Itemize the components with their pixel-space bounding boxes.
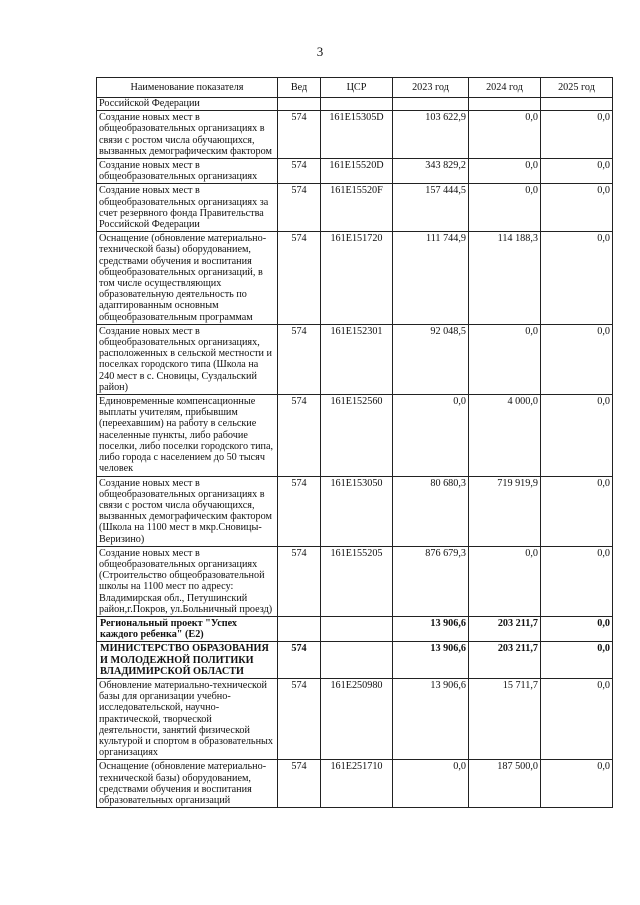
row-value-2024: 203 211,7 <box>469 616 541 641</box>
row-csr <box>321 98 393 111</box>
row-value-2023: 13 906,6 <box>393 678 469 759</box>
row-indicator-name: Региональный проект "Успех каждого ребенка" (Е2) <box>97 616 278 641</box>
row-value-2025: 0,0 <box>541 324 613 394</box>
table-header-row <box>97 78 613 98</box>
row-ved: 574 <box>278 678 321 759</box>
row-csr: 161E152301 <box>321 324 393 394</box>
row-value-2025: 0,0 <box>541 111 613 159</box>
table-row <box>97 232 613 325</box>
row-indicator-name: Создание новых мест в общеобразовательных организациях в связи с ростом числа обучающихся, вызванных демографическим фактором <box>97 111 278 159</box>
row-csr: 161E15305D <box>321 111 393 159</box>
table-row <box>97 111 613 159</box>
header-csr: ЦСР <box>321 78 393 98</box>
table-row <box>97 476 613 546</box>
row-value-2025: 0,0 <box>541 760 613 808</box>
row-value-2024: 114 188,3 <box>469 232 541 325</box>
row-value-2025: 0,0 <box>541 159 613 184</box>
row-indicator-name: Оснащение (обновление материально-технической базы) оборудованием, средствами обучения и воспитания общеобразовательных организаций, в том числе осуществляющих образовательную деятельность по адаптированным основным общеобразовательным программам <box>97 232 278 325</box>
row-value-2023: 80 680,3 <box>393 476 469 546</box>
row-csr: 161E153050 <box>321 476 393 546</box>
row-indicator-name: МИНИСТЕРСТВО ОБРАЗОВАНИЯ И МОЛОДЕЖНОЙ ПОЛИТИКИ ВЛАДИМИРСКОЙ ОБЛАСТИ <box>97 642 278 679</box>
row-value-2025: 0,0 <box>541 232 613 325</box>
row-value-2023: 157 444,5 <box>393 184 469 232</box>
row-csr: 161E250980 <box>321 678 393 759</box>
header-year-2024: 2024 год <box>469 78 541 98</box>
row-ved: 574 <box>278 642 321 679</box>
row-value-2023: 13 906,6 <box>393 616 469 641</box>
row-value-2023: 0,0 <box>393 760 469 808</box>
row-ved: 574 <box>278 476 321 546</box>
row-value-2025: 0,0 <box>541 616 613 641</box>
row-value-2024: 4 000,0 <box>469 395 541 476</box>
table-row <box>97 184 613 232</box>
row-value-2024 <box>469 98 541 111</box>
table-row <box>97 678 613 759</box>
table-body <box>97 98 613 808</box>
row-value-2023: 343 829,2 <box>393 159 469 184</box>
row-value-2024: 0,0 <box>469 546 541 616</box>
row-value-2023: 92 048,5 <box>393 324 469 394</box>
table-row <box>97 546 613 616</box>
row-indicator-name: Создание новых мест в общеобразовательных организациях (Строительство общеобразовательной школы на 1100 мест по адресу: Владимирская обл., Петушинский район,г.Покров, ул.Больничный проезд) <box>97 546 278 616</box>
header-ved: Вед <box>278 78 321 98</box>
row-indicator-name: Российской Федерации <box>97 98 278 111</box>
row-value-2023 <box>393 98 469 111</box>
row-indicator-name: Обновление материально-технической базы для организации учебно-исследовательской, научно-практической, творческой деятельности, занятий физической культурой и спортом в образовательных организациях <box>97 678 278 759</box>
row-value-2024: 15 711,7 <box>469 678 541 759</box>
table-row <box>97 324 613 394</box>
header-year-2025: 2025 год <box>541 78 613 98</box>
row-ved: 574 <box>278 760 321 808</box>
row-indicator-name: Единовременные компенсационные выплаты учителям, прибывшим (переехавшим) на работу в сельские населенные пункты, либо рабочие поселки, либо поселки городского типа, либо города с населением до 50 тысяч человек <box>97 395 278 476</box>
row-value-2023: 13 906,6 <box>393 642 469 679</box>
row-ved: 574 <box>278 184 321 232</box>
row-value-2024: 187 500,0 <box>469 760 541 808</box>
row-value-2025: 0,0 <box>541 546 613 616</box>
row-value-2024: 0,0 <box>469 111 541 159</box>
row-ved: 574 <box>278 159 321 184</box>
header-year-2023: 2023 год <box>393 78 469 98</box>
row-value-2024: 719 919,9 <box>469 476 541 546</box>
row-csr <box>321 616 393 641</box>
budget-table <box>96 77 613 808</box>
row-indicator-name: Создание новых мест в общеобразовательных организациях, расположенных в сельской местности и поселках городского типа (Школа на 240 мест в с. Сновицы, Суздальский район) <box>97 324 278 394</box>
row-value-2025: 0,0 <box>541 184 613 232</box>
row-indicator-name: Создание новых мест в общеобразовательных организациях в связи с ростом числа обучающихся, вызванных демографическим фактором (Школа на 1100 мест в мкр.Сновицы-Веризино) <box>97 476 278 546</box>
row-value-2025: 0,0 <box>541 395 613 476</box>
row-ved: 574 <box>278 324 321 394</box>
row-value-2023: 111 744,9 <box>393 232 469 325</box>
row-csr: 161E15520D <box>321 159 393 184</box>
row-value-2025: 0,0 <box>541 678 613 759</box>
row-ved <box>278 616 321 641</box>
row-csr: 161E251710 <box>321 760 393 808</box>
table-row <box>97 159 613 184</box>
row-value-2025 <box>541 98 613 111</box>
row-value-2024: 0,0 <box>469 184 541 232</box>
header-indicator-name: Наименование показателя <box>97 78 278 98</box>
row-value-2025: 0,0 <box>541 476 613 546</box>
row-indicator-name: Создание новых мест в общеобразовательных организациях <box>97 159 278 184</box>
table-row <box>97 616 613 641</box>
page-number: 3 <box>316 44 324 59</box>
row-value-2023: 103 622,9 <box>393 111 469 159</box>
row-csr: 161E151720 <box>321 232 393 325</box>
row-csr <box>321 642 393 679</box>
row-ved: 574 <box>278 395 321 476</box>
row-csr: 161E155205 <box>321 546 393 616</box>
table-row <box>97 760 613 808</box>
row-value-2023: 876 679,3 <box>393 546 469 616</box>
row-value-2024: 0,0 <box>469 324 541 394</box>
table-row <box>97 642 613 679</box>
row-value-2024: 203 211,7 <box>469 642 541 679</box>
row-ved: 574 <box>278 232 321 325</box>
row-csr: 161E152560 <box>321 395 393 476</box>
table-row <box>97 395 613 476</box>
row-indicator-name: Создание новых мест в общеобразовательных организациях за счет резервного фонда Правительства Российской Федерации <box>97 184 278 232</box>
row-value-2025: 0,0 <box>541 642 613 679</box>
table-row <box>97 98 613 111</box>
row-ved: 574 <box>278 111 321 159</box>
row-ved: 574 <box>278 546 321 616</box>
row-ved <box>278 98 321 111</box>
row-value-2024: 0,0 <box>469 159 541 184</box>
row-value-2023: 0,0 <box>393 395 469 476</box>
row-indicator-name: Оснащение (обновление материально-технической базы) оборудованием, средствами обучения и воспитания образовательных организаций <box>97 760 278 808</box>
row-csr: 161E15520F <box>321 184 393 232</box>
